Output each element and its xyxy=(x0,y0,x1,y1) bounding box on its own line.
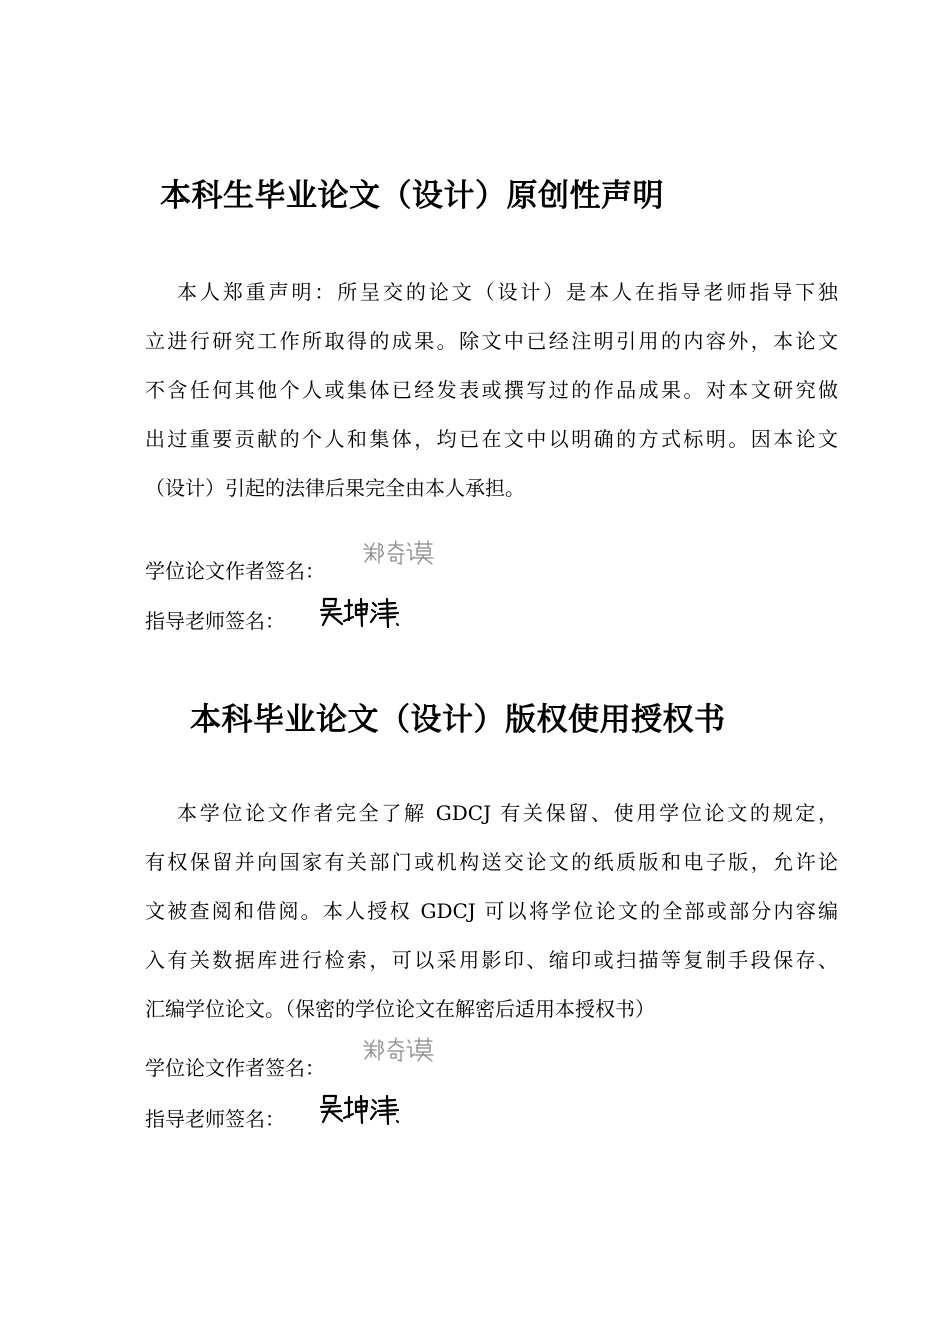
author-signature-label: 学位论文作者签名： xyxy=(145,1056,325,1080)
advisor-signature-image xyxy=(318,1093,400,1125)
authorization-advisor-signature-row xyxy=(145,1103,285,1132)
declaration-line: 不含任何其他个人或集体已经发表或撰写过的作品成果。对本文研究做 xyxy=(145,378,838,402)
advisor-signature-image xyxy=(318,596,400,628)
authorization-line: 入有关数据库进行检索，可以采用影印、缩印或扫描等复制手段保存、 xyxy=(145,948,838,972)
author-signature-label: 学位论文作者签名： xyxy=(145,559,325,583)
authorization-body xyxy=(145,789,838,1034)
declaration-line: 立进行研究工作所取得的成果。除文中已经注明引用的内容外，本论文 xyxy=(145,329,838,353)
authorization-author-signature-row xyxy=(145,1052,325,1081)
declaration-author-signature-row xyxy=(145,555,325,584)
authorization-line: 本学位论文作者完全了解 GDCJ 有关保留、使用学位论文的规定， xyxy=(177,801,838,825)
declaration-line: 出过重要贡献的个人和集体，均已在文中以明确的方式标明。因本论文 xyxy=(145,427,838,451)
declaration-line: （设计）引起的法律后果完全由本人承担。 xyxy=(145,476,525,500)
declaration-line: 本人郑重声明：所呈交的论文（设计）是本人在指导老师指导下独 xyxy=(177,280,838,304)
advisor-signature-label: 指导老师签名： xyxy=(145,609,285,633)
declaration-body xyxy=(145,268,838,513)
authorization-line: 汇编学位论文。（保密的学位论文在解密后适用本授权书） xyxy=(145,997,655,1021)
author-signature-image xyxy=(362,1035,436,1063)
authorization-line: 文被查阅和借阅。本人授权 GDCJ 可以将学位论文的全部或部分内容编 xyxy=(145,899,838,923)
authorization-line: 有权保留并向国家有关部门或机构送交论文的纸质版和电子版，允许论 xyxy=(145,850,838,874)
advisor-signature-label: 指导老师签名： xyxy=(145,1107,285,1131)
author-signature-image xyxy=(362,538,436,566)
authorization-title: 本科毕业论文（设计）版权使用授权书 xyxy=(190,702,726,738)
declaration-advisor-signature-row xyxy=(145,605,285,634)
declaration-title: 本科生毕业论文（设计）原创性声明 xyxy=(160,178,664,214)
